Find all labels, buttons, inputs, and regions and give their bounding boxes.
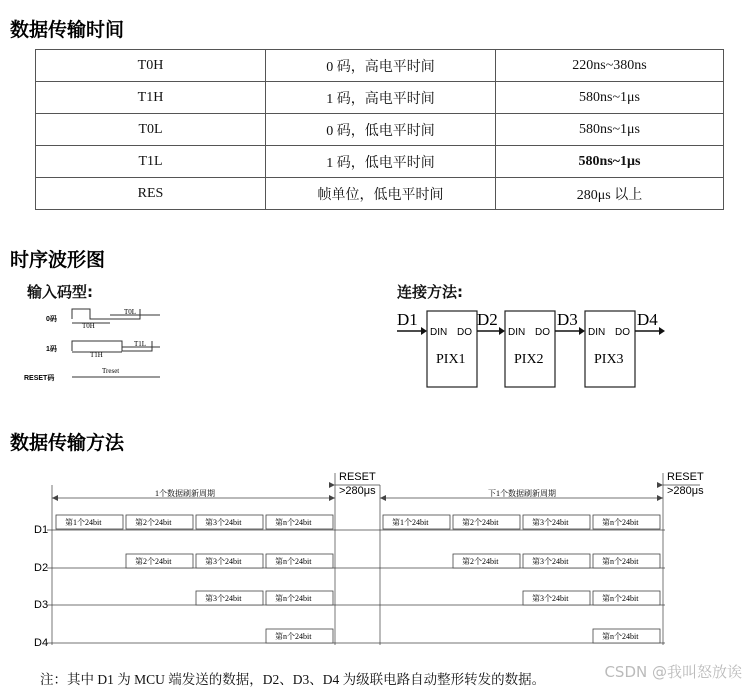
t0l-label: T0L — [124, 308, 137, 316]
line-d2: D2 — [34, 562, 49, 574]
param-name: T1H — [36, 82, 266, 114]
table-row — [36, 82, 724, 114]
pix2-do: DO — [535, 327, 550, 338]
param-value: 220ns~380ns — [496, 50, 724, 82]
block-label: 第n个24bit — [602, 594, 639, 603]
block-label: 第2个24bit — [135, 557, 172, 566]
treset-label: Treset — [102, 367, 120, 375]
section-title-transfer: 数据传输方法 — [10, 432, 125, 454]
reset-label-1: RESET — [339, 471, 376, 483]
block-label: 第2个24bit — [135, 518, 172, 527]
reset-code-label: RESET码 — [24, 375, 55, 382]
node-d4: D4 — [637, 310, 658, 329]
line-d4: D4 — [34, 637, 49, 649]
block-label: 第3个24bit — [532, 518, 569, 527]
block-label: 第n个24bit — [602, 557, 639, 566]
table-row — [36, 178, 724, 210]
connection-title: 连接方法: — [397, 283, 463, 301]
block-label: 第1个24bit — [65, 518, 102, 527]
transfer-diagram — [0, 465, 752, 655]
code0-label: 0码 — [46, 316, 57, 323]
line-d3: D3 — [34, 599, 49, 611]
pix2-label: PIX2 — [514, 352, 544, 367]
code1-label: 1码 — [46, 346, 57, 353]
param-name: T1L — [36, 146, 266, 178]
param-desc: 帧单位，低电平时间 — [266, 178, 496, 210]
node-d1: D1 — [397, 310, 418, 329]
param-name: T0H — [36, 50, 266, 82]
block-label: 第3个24bit — [205, 557, 242, 566]
period1-label: 1个数据刷新周期 — [155, 489, 215, 498]
block-label: 第n个24bit — [275, 557, 312, 566]
param-name: RES — [36, 178, 266, 210]
line-d1: D1 — [34, 524, 49, 536]
table-row — [36, 114, 724, 146]
connection-diagram — [395, 303, 680, 391]
param-value: 280μs 以上 — [496, 178, 724, 210]
node-d2: D2 — [477, 310, 498, 329]
param-desc: 0 码，低电平时间 — [266, 114, 496, 146]
t1h-label: T1H — [90, 351, 103, 359]
pix3-do: DO — [615, 327, 630, 338]
param-value: 580ns~1μs — [496, 114, 724, 146]
block-label: 第n个24bit — [275, 518, 312, 527]
section-title-waveform: 时序波形图 — [10, 249, 106, 271]
block-label: 第2个24bit — [462, 518, 499, 527]
table-row — [36, 146, 724, 178]
pix1-din: DIN — [430, 327, 448, 338]
pix1-do: DO — [457, 327, 472, 338]
block-label: 第n个24bit — [602, 518, 639, 527]
block-label: 第3个24bit — [205, 518, 242, 527]
block-label: 第3个24bit — [205, 594, 242, 603]
pix2-din: DIN — [508, 327, 526, 338]
table-row — [36, 50, 724, 82]
input-code-waveforms — [22, 305, 172, 387]
block-label: 第1个24bit — [392, 518, 429, 527]
param-value: 580ns~1μs — [496, 146, 724, 178]
section-title-data-timing: 数据传输时间 — [10, 19, 125, 41]
period2-label: 下1个数据刷新周期 — [488, 489, 556, 498]
block-label: 第n个24bit — [602, 632, 639, 641]
param-name: T0L — [36, 114, 266, 146]
block-label: 第3个24bit — [532, 557, 569, 566]
pix1-label: PIX1 — [436, 352, 466, 367]
reset-label-2: RESET — [667, 471, 704, 483]
timing-table — [35, 49, 724, 210]
input-code-title: 输入码型: — [27, 283, 93, 301]
param-desc: 0 码，高电平时间 — [266, 50, 496, 82]
param-desc: 1 码，高电平时间 — [266, 82, 496, 114]
param-desc: 1 码，低电平时间 — [266, 146, 496, 178]
node-d3: D3 — [557, 310, 578, 329]
footnote: 注：其中 D1 为 MCU 端发送的数据，D2、D3、D4 为级联电路自动整形转发的数据。 — [40, 672, 546, 687]
pix3-din: DIN — [588, 327, 606, 338]
block-label: 第2个24bit — [462, 557, 499, 566]
watermark: CSDN @我叫怒放诶 — [604, 663, 742, 681]
t0h-label: T0H — [82, 322, 95, 330]
reset-time-2: >280μs — [667, 485, 704, 497]
block-label: 第3个24bit — [532, 594, 569, 603]
reset-time-1: >280μs — [339, 485, 376, 497]
param-value: 580ns~1μs — [496, 82, 724, 114]
pix3-label: PIX3 — [594, 352, 624, 367]
block-label: 第n个24bit — [275, 594, 312, 603]
block-label: 第n个24bit — [275, 632, 312, 641]
t1l-label: T1L — [134, 340, 147, 348]
